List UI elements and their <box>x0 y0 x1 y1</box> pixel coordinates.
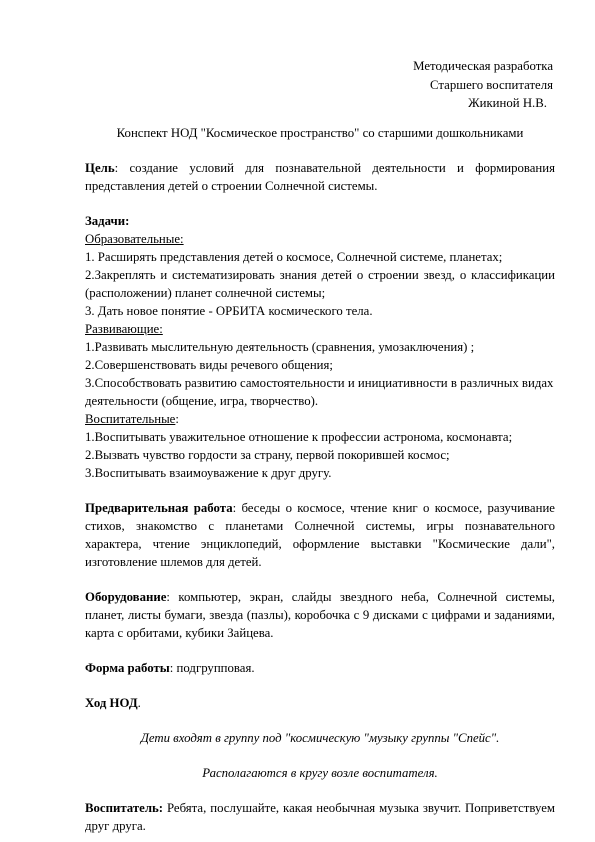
stage-direction-2: Располагаются в кругу возле воспитателя. <box>202 765 438 780</box>
teacher-paragraph <box>85 799 555 835</box>
stage-direction-1: Дети входят в группу под "космическую "музыку группы "Спейс". <box>140 730 500 745</box>
developing-heading: Развивающие: <box>85 321 163 336</box>
author-line-3: Жикиной Н.В. <box>468 96 547 110</box>
form-label: Форма работы <box>85 660 170 675</box>
educational-item: 1. Расширять представления детей о космосе, Солнечной системе, планетах; <box>85 249 503 264</box>
course-label: Ход НОД <box>85 695 138 710</box>
author-line-1: Методическая разработка <box>413 59 553 73</box>
preliminary-paragraph <box>85 499 555 571</box>
upbringing-heading-line <box>85 410 555 428</box>
course-text: . <box>137 695 141 710</box>
form-paragraph <box>85 659 555 677</box>
developing-item: 1.Развивать мыслительную деятельность (сравнения, умозаключения) ; <box>85 339 475 354</box>
spacer <box>85 747 555 764</box>
document-content <box>85 57 555 835</box>
spacer <box>85 195 555 212</box>
teacher-text: Ребята, послушайте, какая необычная музыка звучит. Поприветствуем друг друга. <box>85 800 555 833</box>
educational-item: 3. Дать новое понятие - ОРБИТА космического тела. <box>85 303 373 318</box>
tasks-heading: Задачи: <box>85 213 130 228</box>
upbringing-heading: Воспитательные <box>85 411 176 426</box>
developing-item: 2.Совершенствовать виды речевого общения; <box>85 357 333 372</box>
preliminary-text: : беседы о космосе, чтение книг о космосе, разучивание стихов, знакомство с планетами Солнечной системы, игры познавательного характера, чтение энциклопедий, оформление выставки "Космические дали", изготовление шлемов для детей. <box>85 500 555 569</box>
course-paragraph <box>85 694 555 712</box>
equipment-paragraph <box>85 588 555 642</box>
spacer <box>85 571 555 588</box>
spacer <box>85 142 555 159</box>
spacer <box>85 642 555 659</box>
form-text: : подгрупповая. <box>169 660 255 675</box>
equipment-text: : компьютер, экран, слайды звездного неба, Солнечной системы, планет, листы бумаги, звезда (пазлы), коробочка с 9 дисками с цифрами и заданиями, карта с орбитами, кубики Зайцева. <box>85 589 555 640</box>
document-title: Конспект НОД "Космическое пространство" со старшими дошкольниками <box>116 125 524 140</box>
upbringing-colon: : <box>175 411 179 426</box>
educational-item: 2.Закреплять и систематизировать знания детей о строении звезд, о классификации (расположении) планет солнечной системы; <box>85 267 555 300</box>
author-line-2: Старшего воспитателя <box>430 77 553 92</box>
spacer <box>85 677 555 694</box>
author-block <box>85 57 555 113</box>
developing-item: 3.Способствовать развитию самостоятельности и инициативности в различных видах деятельности (общение, игра, творчество). <box>85 375 554 408</box>
tasks-section <box>85 212 555 482</box>
upbringing-item: 2.Вызвать чувство гордости за страну, первой покорившей космос; <box>85 447 450 462</box>
spacer <box>85 712 555 729</box>
educational-heading: Образовательные: <box>85 231 184 246</box>
spacer <box>85 782 555 799</box>
spacer <box>85 482 555 499</box>
goal-label: Цель <box>85 160 115 175</box>
goal-paragraph <box>85 159 555 195</box>
teacher-label: Воспитатель: <box>85 800 164 815</box>
upbringing-item: 1.Воспитывать уважительное отношение к профессии астронома, космонавта; <box>85 429 513 444</box>
upbringing-item: 3.Воспитывать взаимоуважение к друг другу. <box>85 465 332 480</box>
preliminary-label: Предварительная работа <box>85 500 233 515</box>
equipment-label: Оборудование <box>85 589 167 604</box>
goal-text: : создание условий для познавательной деятельности и формирования представления детей о строении Солнечной системы. <box>85 160 555 193</box>
